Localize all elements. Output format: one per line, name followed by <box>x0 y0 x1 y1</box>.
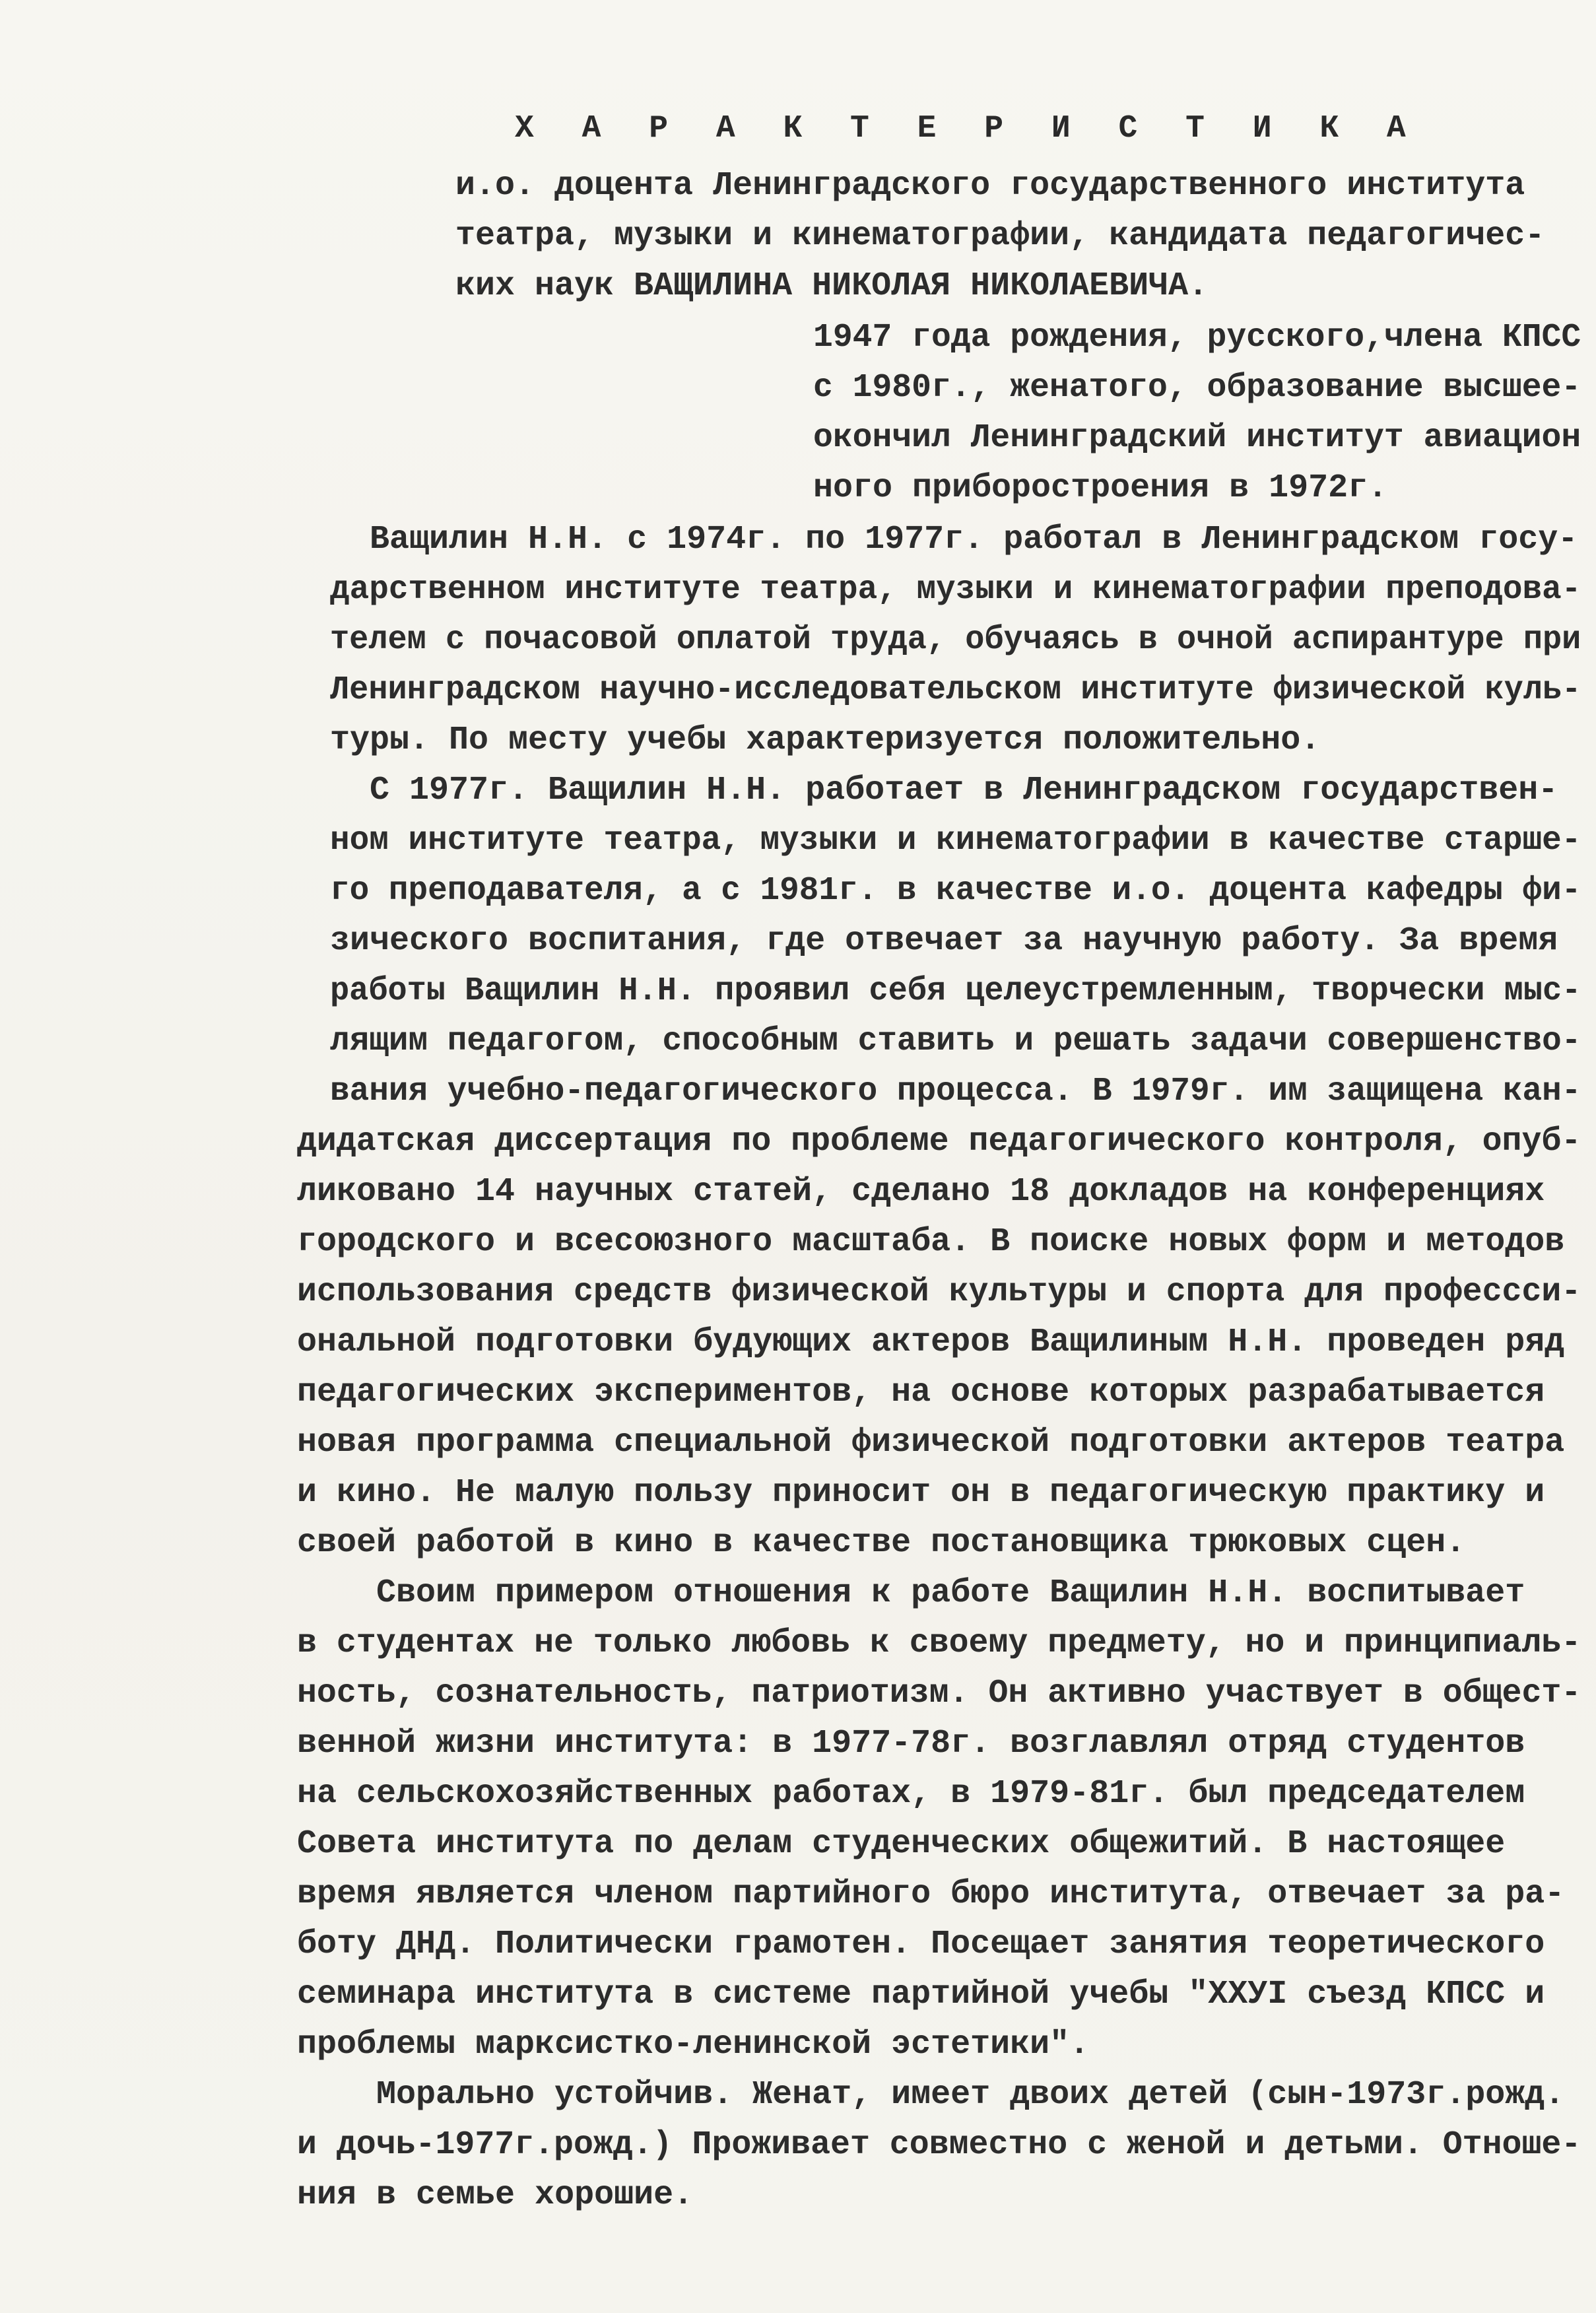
body-line: вания учебно-педагогического процесса. В 1979г. им защищена кан- <box>330 1073 1581 1110</box>
body-line: дидатская диссертация по проблеме педагогического контроля, опуб- <box>297 1123 1581 1160</box>
body-line: на сельскохозяйственных работах, в 1979-81г. был председателем <box>297 1775 1525 1813</box>
body-line: Ленинградском научно-исследовательском институте физической куль- <box>330 671 1581 709</box>
body-line: и кино. Не малую пользу приносит он в педагогическую практику и <box>297 1474 1545 1512</box>
body-line: использования средств физической культуры и спорта для профессси- <box>297 1273 1581 1311</box>
body-line: работы Ващилин Н.Н. проявил себя целеустремленным, творчески мыс- <box>330 972 1581 1010</box>
heading-line: театра, музыки и кинематографии, кандидата педагогичес- <box>455 217 1545 255</box>
body-line: семинара института в системе партийной учебы "ХХУI съезд КПСС и <box>297 1976 1545 2013</box>
body-line: новая программа специальной физической подготовки актеров театра <box>297 1424 1565 1461</box>
body-line: боту ДНД. Политически грамотен. Посещает занятия теоретического <box>297 1926 1545 1963</box>
heading-line: и.о. доцента Ленинградского государственного института <box>455 167 1525 205</box>
body-line: ность, сознательность, патриотизм. Он активно участвует в общест- <box>297 1675 1581 1712</box>
body-line: Своим примером отношения к работе Ващилин Н.Н. воспитывает <box>376 1574 1525 1612</box>
body-line: ональной подготовки будующих актеров Ващилиным Н.Н. проведен ряд <box>297 1324 1565 1361</box>
body-line: С 1977г. Ващилин Н.Н. работает в Ленинградском государствен- <box>370 772 1558 809</box>
body-line: и дочь-1977г.рожд.) Проживает совместно с женой и детьми. Отноше- <box>297 2126 1581 2164</box>
body-line: лящим педагогом, способным ставить и решать задачи совершенство- <box>330 1022 1581 1060</box>
bio-line: 1947 года рождения, русского,члена КПСС <box>813 319 1581 356</box>
bio-line: с 1980г., женатого, образование высшее- <box>813 369 1581 407</box>
body-line: Морально устойчив. Женат, имеет двоих детей (сын-1973г.рожд. <box>376 2076 1565 2114</box>
body-line: ния в семье хорошие. <box>297 2176 694 2214</box>
body-line: венной жизни института: в 1977-78г. возглавлял отряд студентов <box>297 1725 1525 1762</box>
body-line: своей работой в кино в качестве постановщика трюковых сцен. <box>297 1524 1466 1562</box>
bio-line: ного приборостроения в 1972г. <box>813 469 1388 507</box>
body-line: Ващилин Н.Н. с 1974г. по 1977г. работал в Ленинградском госу- <box>370 521 1578 558</box>
body-line: проблемы марксистко-ленинской эстетики". <box>297 2026 1090 2063</box>
body-line: городского и всесоюзного масштаба. В поиске новых форм и методов <box>297 1223 1565 1261</box>
body-line: телем с почасовой оплатой труда, обучаясь в очной аспирантуре при <box>330 621 1581 659</box>
heading-line: ких наук ВАЩИЛИНА НИКОЛАЯ НИКОЛАЕВИЧА. <box>455 267 1209 305</box>
body-line: ликовано 14 научных статей, сделано 18 докладов на конференциях <box>297 1173 1545 1211</box>
body-line: время является членом партийного бюро института, отвечает за ра- <box>297 1875 1565 1913</box>
body-line: туры. По месту учебы характеризуется положительно. <box>330 721 1321 759</box>
body-line: в студентах не только любовь к своему предмету, но и принципиаль- <box>297 1625 1581 1662</box>
body-line: го преподавателя, а с 1981г. в качестве и.о. доцента кафедры фи- <box>330 872 1581 910</box>
body-line: зического воспитания, где отвечает за научную работу. За время <box>330 922 1558 960</box>
body-line: дарственном институте театра, музыки и кинематографии преподова- <box>330 571 1581 609</box>
document-title: Х А Р А К Т Е Р И С Т И К А <box>515 111 1420 147</box>
body-line: Совета института по делам студенческих общежитий. В настоящее <box>297 1825 1506 1863</box>
body-line: педагогических экспериментов, на основе которых разрабатывается <box>297 1374 1545 1411</box>
body-line: ном институте театра, музыки и кинематографии в качестве старше- <box>330 822 1581 859</box>
bio-line: окончил Ленинградский институт авиацион <box>813 419 1581 457</box>
